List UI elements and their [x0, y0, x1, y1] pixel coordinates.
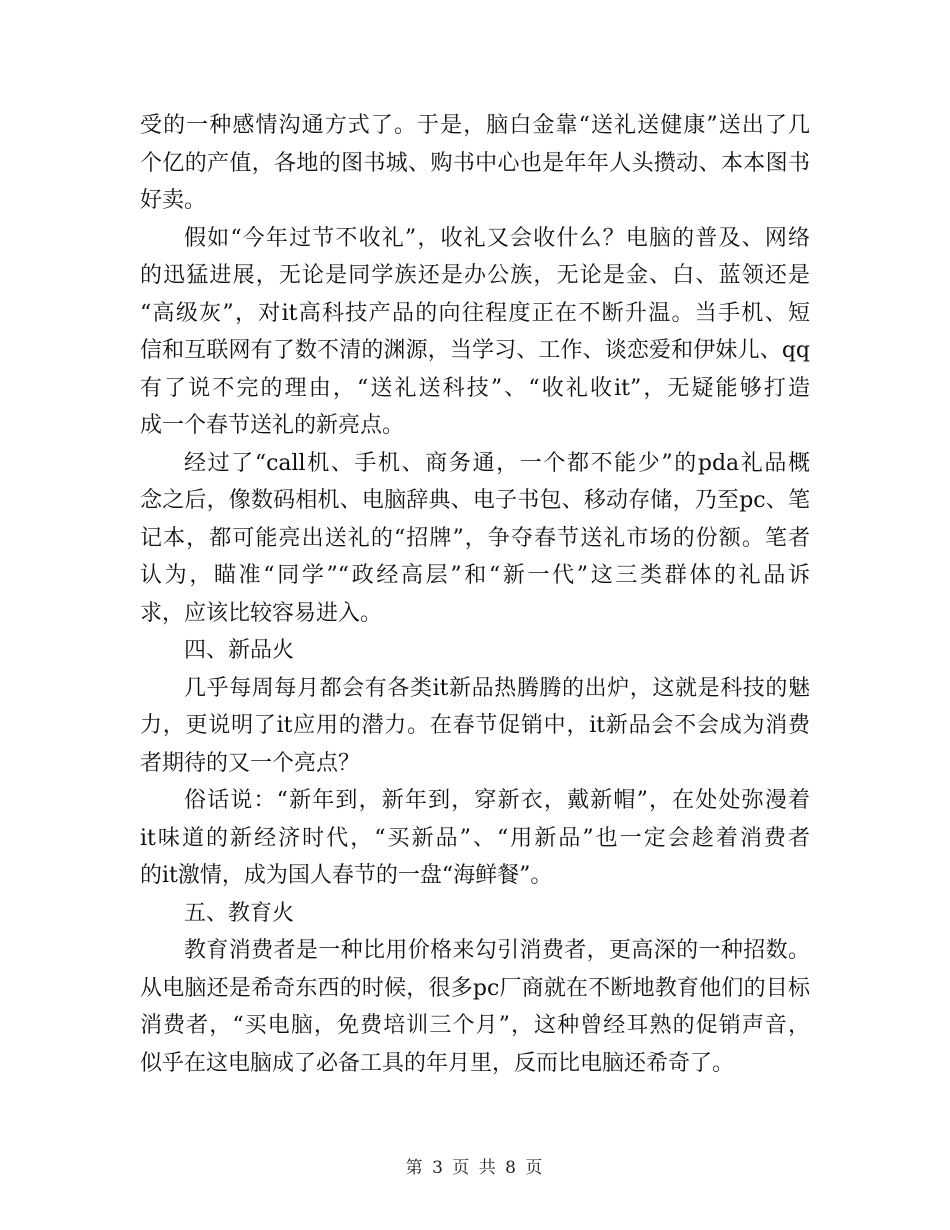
paragraph	[140, 445, 810, 633]
paragraph	[140, 220, 810, 445]
body-text	[140, 107, 810, 1082]
text-line: 念之后，像数码相机、电脑辞典、电子书包、移动存储，乃至pc、笔	[140, 488, 810, 513]
text-line: 俗话说：“新年到，新年到，穿新衣，戴新帽”，在处处弥漫着	[184, 788, 810, 813]
text-line: “高级灰”，对it高科技产品的向往程度正在不断升温。当手机、短	[140, 300, 810, 326]
text-line: 几乎每周每月都会有各类it新品热腾腾的出炉，这就是科技的魅	[184, 675, 810, 701]
text-line: 受的一种感情沟通方式了。于是，脑白金靠“送礼送健康”送出了几	[140, 113, 810, 138]
paragraph	[140, 107, 810, 220]
paragraph	[140, 670, 810, 783]
section-heading	[140, 895, 810, 933]
text-line: 从电脑还是希奇东西的时候，很多pc厂商就在不断地教育他们的目标	[140, 975, 810, 1001]
section-heading	[140, 632, 810, 670]
text-line: 力，更说明了it应用的潜力。在春节促销中，it新品会不会成为消费	[140, 713, 810, 738]
text-line: 的迅猛进展，无论是同学族还是办公族，无论是金、白、蓝领还是	[140, 263, 810, 288]
page-number-footer: 第 3 页 共 8 页	[405, 1158, 545, 1178]
text-line: 信和互联网有了数不清的渊源，当学习、工作、谈恋爱和伊妹儿、qq	[140, 338, 810, 363]
text-line: 似乎在这电脑成了必备工具的年月里，反而比电脑还希奇了。	[140, 1050, 735, 1076]
text-line: 个亿的产值，各地的图书城、购书中心也是年年人头攒动、本本图书	[140, 150, 810, 176]
text-line: 的it激情，成为国人春节的一盘“海鲜餐”。	[140, 863, 553, 888]
text-line: 教育消费者是一种比用价格来勾引消费者，更高深的一种招数。	[184, 938, 810, 963]
text-line: 认为，瞄准“同学”“政经高层”和“新一代”这三类群体的礼品诉	[140, 563, 810, 588]
text-line: 者期待的又一个亮点？	[140, 750, 361, 776]
text-line: 经过了“call机、手机、商务通，一个都不能少”的pda礼品概	[184, 450, 810, 476]
text-line: 成一个春节送礼的新亮点。	[140, 413, 405, 438]
text-line: 求，应该比较容易进入。	[140, 600, 383, 626]
text-line: it味道的新经济时代，“买新品”、“用新品”也一定会趁着消费者	[140, 825, 810, 851]
text-line: 记本，都可能亮出送礼的“招牌”，争夺春节送礼市场的份额。笔者	[140, 525, 810, 551]
text-line: 假如“今年过节不收礼”，收礼又会收什么？电脑的普及、网络	[184, 225, 810, 251]
text-line: 好卖。	[140, 188, 207, 213]
paragraph	[140, 932, 810, 1082]
section-heading-text: 五、教育火	[184, 900, 295, 926]
text-line: 有了说不完的理由，“送礼送科技”、“收礼收it”，无疑能够打造	[140, 375, 810, 401]
section-heading-text: 四、新品火	[184, 638, 295, 663]
paragraph	[140, 782, 810, 895]
text-line: 消费者，“买电脑，免费培训三个月”，这种曾经耳熟的促销声音，	[140, 1013, 810, 1038]
